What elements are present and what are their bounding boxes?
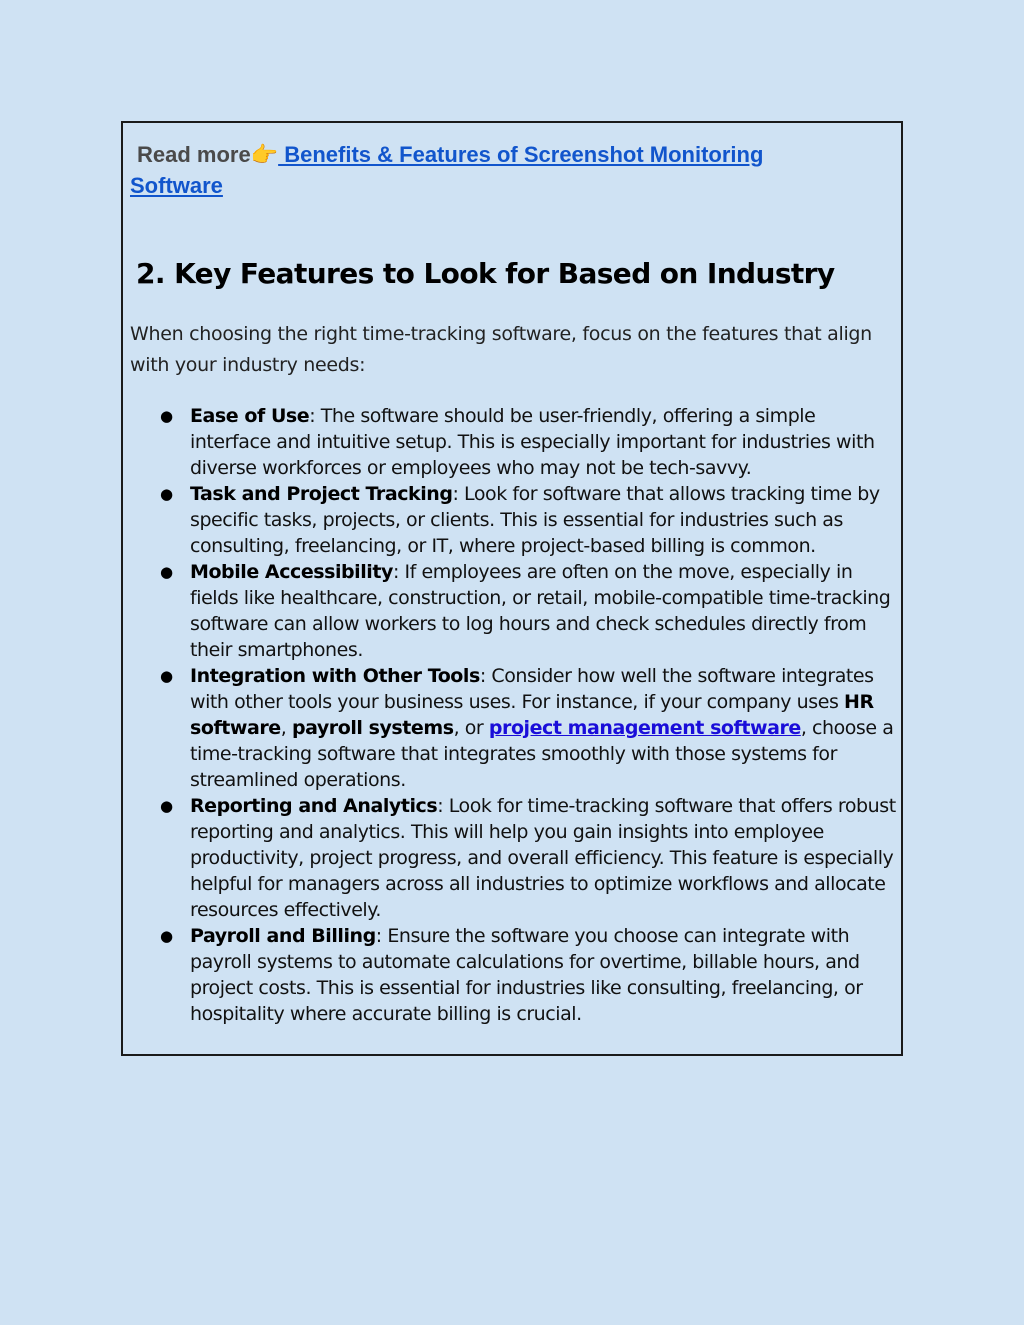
list-item: [160, 403, 900, 481]
section-heading: 2. Key Features to Look for Based on Industry: [136, 257, 835, 290]
benefits-features-link[interactable]: Benefits & Features of Screenshot Monitoring Software: [130, 142, 764, 198]
list-item: [160, 559, 900, 663]
feature-term: Task and Project Tracking: [190, 483, 453, 505]
hr-software-term: HR software: [190, 691, 874, 739]
bullet-icon: ●: [160, 407, 173, 425]
feature-text: : If employees are often on the move, especially in fields like healthcare, construction, or retail, mobile-compatible time-tracking software can allow workers to log hours and check schedules directly from their smartphones.: [190, 561, 891, 661]
features-list: [160, 403, 900, 1027]
feature-text: : Look for software that allows tracking time by specific tasks, projects, or clients. This is essential for industries such as consulting, freelancing, or IT, where project-based billing is common.: [190, 483, 880, 557]
feature-text: : The software should be user-friendly, offering a simple interface and intuitive setup. This is especially important for industries with diverse workforces or employees who may not be tech-savvy.: [190, 405, 875, 479]
pointing-right-hand-icon: 👉: [250, 142, 279, 167]
list-item: [160, 663, 900, 793]
feature-term: Mobile Accessibility: [190, 561, 393, 583]
feature-term: Reporting and Analytics: [190, 795, 438, 817]
read-more-label: Read more: [137, 142, 251, 167]
feature-text: , choose a time-tracking software that integrates smoothly with those systems for streamlined operations.: [190, 717, 894, 791]
feature-text: : Consider how well the software integrates with other tools your business uses. For instance, if your company uses: [190, 665, 874, 713]
project-management-software-link[interactable]: project management software: [488, 717, 801, 739]
bullet-icon: ●: [160, 927, 173, 945]
bullet-icon: ●: [160, 485, 173, 503]
bullet-icon: ●: [160, 797, 173, 815]
read-more-line: [130, 139, 830, 201]
payroll-systems-term: payroll systems: [291, 717, 454, 739]
bullet-icon: ●: [160, 563, 173, 581]
feature-term: Integration with Other Tools: [190, 665, 480, 687]
list-item: [160, 923, 900, 1027]
list-item: [160, 481, 900, 559]
separator-text: , or: [453, 717, 489, 739]
feature-term: Payroll and Billing: [190, 925, 376, 947]
bullet-icon: ●: [160, 667, 173, 685]
feature-text: : Ensure the software you choose can integrate with payroll systems to automate calculations for overtime, billable hours, and project costs. This is essential for industries like consulting, freelancing, or hospitality where accurate billing is crucial.: [190, 925, 863, 1025]
intro-paragraph: When choosing the right time-tracking software, focus on the features that align with your industry needs:: [130, 323, 872, 376]
separator-text: ,: [280, 717, 292, 739]
feature-term: Ease of Use: [190, 405, 310, 427]
content-box: [121, 121, 903, 1056]
feature-text: : Look for time-tracking software that offers robust reporting and analytics. This will help you gain insights into employee productivity, project progress, and overall efficiency. This feature is especially helpful for managers across all industries to optimize workflows and allocate resources effectively.: [190, 795, 896, 921]
list-item: [160, 793, 900, 923]
